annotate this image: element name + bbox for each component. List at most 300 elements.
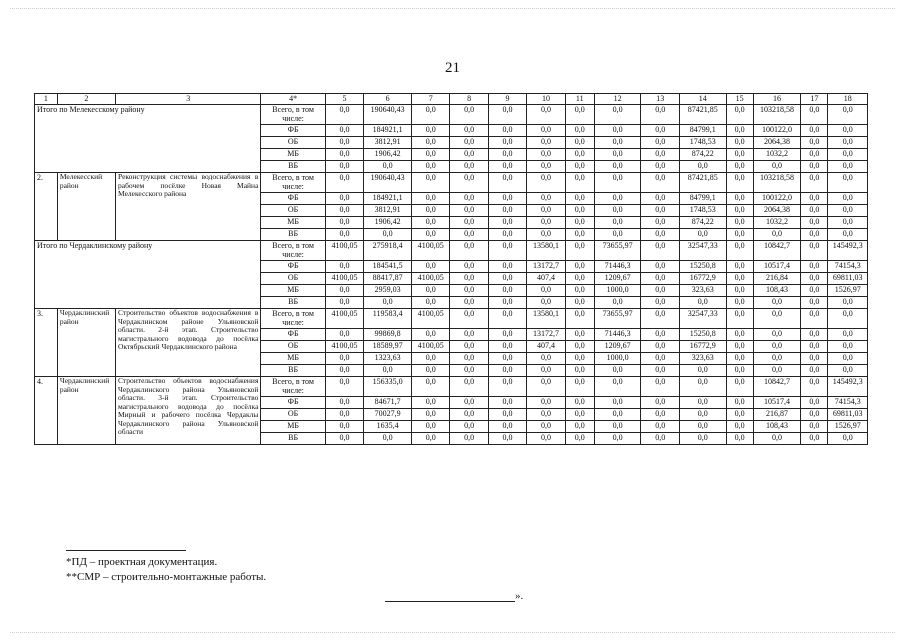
value-cell: 0,0: [325, 105, 363, 125]
value-cell: 1526,97: [828, 285, 868, 297]
value-cell: 0,0: [527, 149, 565, 161]
value-cell: 0,0: [325, 217, 363, 229]
value-cell: 0,0: [527, 421, 565, 433]
value-cell: 0,0: [641, 205, 679, 217]
value-cell: 0,0: [488, 161, 526, 173]
value-cell: 103218,58: [753, 173, 801, 193]
budget-table: [34, 93, 868, 445]
value-cell: 0,0: [641, 261, 679, 273]
item-district: Чердаклинский район: [57, 377, 115, 445]
value-cell: 0,0: [411, 329, 449, 341]
value-cell: 0,0: [828, 365, 868, 377]
column-header: 16: [753, 94, 801, 105]
value-cell: 0,0: [411, 193, 449, 205]
value-cell: 0,0: [450, 217, 488, 229]
value-cell: 0,0: [488, 433, 526, 445]
value-cell: 0,0: [594, 173, 641, 193]
closing-blank-line: [385, 601, 515, 602]
value-cell: 0,0: [488, 377, 526, 397]
value-cell: 0,0: [488, 297, 526, 309]
value-cell: 0,0: [364, 297, 412, 309]
value-cell: 0,0: [565, 173, 594, 193]
value-cell: 0,0: [828, 205, 868, 217]
total-row: [35, 105, 868, 125]
value-cell: 0,0: [801, 421, 828, 433]
value-cell: 407,4: [527, 341, 565, 353]
value-cell: 0,0: [828, 125, 868, 137]
value-cell: 0,0: [450, 365, 488, 377]
funding-source: ВБ: [261, 229, 325, 241]
value-cell: 99869,8: [364, 329, 412, 341]
value-cell: 0,0: [801, 161, 828, 173]
header-row: [35, 94, 868, 105]
value-cell: 0,0: [565, 149, 594, 161]
value-cell: 0,0: [594, 397, 641, 409]
value-cell: 2064,38: [753, 137, 801, 149]
value-cell: 0,0: [753, 329, 801, 341]
value-cell: 4100,05: [325, 241, 363, 261]
value-cell: 87421,85: [679, 173, 726, 193]
item-row: [35, 309, 868, 329]
footnote-separator: [66, 550, 186, 551]
funding-source: МБ: [261, 285, 325, 297]
value-cell: 0,0: [801, 433, 828, 445]
value-cell: 0,0: [679, 365, 726, 377]
value-cell: 4100,05: [325, 341, 363, 353]
value-cell: 0,0: [527, 161, 565, 173]
value-cell: 184921,1: [364, 193, 412, 205]
value-cell: 0,0: [726, 241, 753, 261]
value-cell: 0,0: [565, 421, 594, 433]
value-cell: 13172,7: [527, 261, 565, 273]
value-cell: 0,0: [325, 377, 363, 397]
value-cell: 0,0: [325, 229, 363, 241]
funding-source: ФБ: [261, 125, 325, 137]
value-cell: 0,0: [679, 397, 726, 409]
value-cell: 0,0: [726, 377, 753, 397]
column-header: 7: [411, 94, 449, 105]
column-header: 8: [450, 94, 488, 105]
value-cell: 0,0: [641, 229, 679, 241]
value-cell: 0,0: [726, 125, 753, 137]
value-cell: 0,0: [325, 433, 363, 445]
value-cell: 0,0: [325, 125, 363, 137]
value-cell: 0,0: [488, 149, 526, 161]
value-cell: 0,0: [450, 409, 488, 421]
value-cell: 0,0: [364, 365, 412, 377]
value-cell: 0,0: [726, 273, 753, 285]
value-cell: 2064,38: [753, 205, 801, 217]
value-cell: 0,0: [450, 161, 488, 173]
value-cell: 32547,33: [679, 309, 726, 329]
value-cell: 0,0: [828, 341, 868, 353]
value-cell: 84799,1: [679, 193, 726, 205]
value-cell: 0,0: [527, 433, 565, 445]
value-cell: 0,0: [411, 173, 449, 193]
value-cell: 0,0: [325, 353, 363, 365]
value-cell: 0,0: [641, 105, 679, 125]
value-cell: 0,0: [726, 433, 753, 445]
value-cell: 0,0: [594, 409, 641, 421]
value-cell: 0,0: [488, 105, 526, 125]
value-cell: 0,0: [488, 285, 526, 297]
value-cell: 0,0: [641, 397, 679, 409]
value-cell: 1032,2: [753, 217, 801, 229]
value-cell: 0,0: [753, 161, 801, 173]
value-cell: 0,0: [364, 229, 412, 241]
item-district: Чердаклинский район: [57, 309, 115, 377]
value-cell: 0,0: [325, 285, 363, 297]
value-cell: 1635,4: [364, 421, 412, 433]
value-cell: 119583,4: [364, 309, 412, 329]
value-cell: 0,0: [726, 105, 753, 125]
funding-source: МБ: [261, 217, 325, 229]
funding-source: Всего, в том числе:: [261, 173, 325, 193]
value-cell: 1906,42: [364, 217, 412, 229]
value-cell: 0,0: [828, 353, 868, 365]
value-cell: 0,0: [565, 329, 594, 341]
value-cell: 0,0: [801, 365, 828, 377]
value-cell: 0,0: [411, 409, 449, 421]
value-cell: 0,0: [411, 353, 449, 365]
value-cell: 0,0: [641, 217, 679, 229]
value-cell: 184921,1: [364, 125, 412, 137]
value-cell: 1323,63: [364, 353, 412, 365]
value-cell: 145492,3: [828, 377, 868, 397]
value-cell: 0,0: [527, 137, 565, 149]
value-cell: 0,0: [828, 161, 868, 173]
value-cell: 184541,5: [364, 261, 412, 273]
value-cell: 0,0: [753, 341, 801, 353]
column-header: 5: [325, 94, 363, 105]
value-cell: 15250,8: [679, 261, 726, 273]
value-cell: 0,0: [641, 173, 679, 193]
column-header: 2: [57, 94, 115, 105]
value-cell: 0,0: [488, 137, 526, 149]
value-cell: 0,0: [641, 273, 679, 285]
value-cell: 0,0: [594, 149, 641, 161]
value-cell: 0,0: [527, 229, 565, 241]
value-cell: 0,0: [594, 365, 641, 377]
value-cell: 15250,8: [679, 329, 726, 341]
value-cell: 0,0: [488, 193, 526, 205]
funding-source: ФБ: [261, 397, 325, 409]
value-cell: 0,0: [801, 125, 828, 137]
value-cell: 0,0: [364, 161, 412, 173]
value-cell: 145492,3: [828, 241, 868, 261]
value-cell: 0,0: [594, 193, 641, 205]
value-cell: 0,0: [641, 125, 679, 137]
value-cell: 0,0: [488, 397, 526, 409]
value-cell: 0,0: [565, 365, 594, 377]
value-cell: 0,0: [450, 433, 488, 445]
budget-table-body: [35, 94, 868, 445]
value-cell: 0,0: [325, 161, 363, 173]
value-cell: 0,0: [411, 205, 449, 217]
funding-source: ФБ: [261, 329, 325, 341]
value-cell: 69811,03: [828, 409, 868, 421]
value-cell: 0,0: [450, 297, 488, 309]
value-cell: 0,0: [565, 137, 594, 149]
value-cell: 0,0: [594, 125, 641, 137]
value-cell: 4100,05: [325, 309, 363, 329]
value-cell: 100122,0: [753, 193, 801, 205]
value-cell: 0,0: [565, 205, 594, 217]
value-cell: 0,0: [325, 137, 363, 149]
value-cell: 0,0: [726, 309, 753, 329]
value-cell: 0,0: [450, 205, 488, 217]
value-cell: 0,0: [527, 377, 565, 397]
value-cell: 0,0: [679, 161, 726, 173]
value-cell: 0,0: [641, 297, 679, 309]
value-cell: 0,0: [641, 193, 679, 205]
value-cell: 0,0: [411, 149, 449, 161]
value-cell: 0,0: [828, 229, 868, 241]
value-cell: 13580,1: [527, 241, 565, 261]
value-cell: 0,0: [527, 125, 565, 137]
value-cell: 84671,7: [364, 397, 412, 409]
value-cell: 0,0: [828, 173, 868, 193]
value-cell: 0,0: [594, 229, 641, 241]
value-cell: 0,0: [801, 217, 828, 229]
value-cell: 0,0: [411, 105, 449, 125]
value-cell: 0,0: [488, 205, 526, 217]
value-cell: 0,0: [753, 229, 801, 241]
column-header: 17: [801, 94, 828, 105]
value-cell: 74154,3: [828, 261, 868, 273]
value-cell: 0,0: [527, 193, 565, 205]
value-cell: 0,0: [527, 409, 565, 421]
value-cell: 0,0: [726, 297, 753, 309]
value-cell: 0,0: [565, 309, 594, 329]
value-cell: 0,0: [641, 149, 679, 161]
value-cell: 0,0: [565, 409, 594, 421]
value-cell: 0,0: [565, 433, 594, 445]
column-header: 12: [594, 94, 641, 105]
value-cell: 0,0: [828, 433, 868, 445]
value-cell: 0,0: [565, 377, 594, 397]
total-row: [35, 241, 868, 261]
value-cell: 0,0: [641, 353, 679, 365]
value-cell: 0,0: [828, 149, 868, 161]
funding-source: ОБ: [261, 205, 325, 217]
value-cell: 1000,0: [594, 285, 641, 297]
value-cell: 0,0: [726, 261, 753, 273]
value-cell: 0,0: [594, 105, 641, 125]
value-cell: 190640,43: [364, 105, 412, 125]
value-cell: 0,0: [325, 205, 363, 217]
value-cell: 0,0: [450, 377, 488, 397]
value-cell: 0,0: [726, 353, 753, 365]
value-cell: 0,0: [801, 329, 828, 341]
value-cell: 0,0: [411, 261, 449, 273]
value-cell: 0,0: [411, 377, 449, 397]
value-cell: 16772,9: [679, 273, 726, 285]
value-cell: 0,0: [450, 173, 488, 193]
value-cell: 0,0: [641, 341, 679, 353]
column-header: 4*: [261, 94, 325, 105]
value-cell: 0,0: [325, 193, 363, 205]
value-cell: 71446,3: [594, 329, 641, 341]
value-cell: 0,0: [801, 137, 828, 149]
item-project: Строительство объектов водоснабжения в Чердаклинском районе Ульяновской области. 2-й этап. Строительство магистрального водовода до посёлка Октябрьский Чердаклинского района: [116, 309, 261, 377]
column-header: 13: [641, 94, 679, 105]
value-cell: 0,0: [450, 137, 488, 149]
value-cell: 0,0: [641, 365, 679, 377]
value-cell: 190640,43: [364, 173, 412, 193]
value-cell: 0,0: [488, 217, 526, 229]
column-header: 18: [828, 94, 868, 105]
funding-source: ВБ: [261, 365, 325, 377]
value-cell: 2959,03: [364, 285, 412, 297]
value-cell: 0,0: [679, 297, 726, 309]
value-cell: 0,0: [488, 273, 526, 285]
value-cell: 0,0: [641, 137, 679, 149]
value-cell: 103218,58: [753, 105, 801, 125]
value-cell: 0,0: [450, 193, 488, 205]
value-cell: 0,0: [411, 229, 449, 241]
value-cell: 0,0: [565, 285, 594, 297]
value-cell: 0,0: [411, 421, 449, 433]
value-cell: 0,0: [801, 173, 828, 193]
value-cell: 1748,53: [679, 137, 726, 149]
value-cell: 0,0: [641, 241, 679, 261]
funding-source: ОБ: [261, 273, 325, 285]
value-cell: 0,0: [488, 173, 526, 193]
value-cell: 323,63: [679, 353, 726, 365]
value-cell: 0,0: [828, 193, 868, 205]
value-cell: 0,0: [828, 309, 868, 329]
value-cell: 0,0: [726, 137, 753, 149]
value-cell: 0,0: [594, 161, 641, 173]
value-cell: 0,0: [801, 261, 828, 273]
value-cell: 0,0: [801, 241, 828, 261]
value-cell: 0,0: [527, 365, 565, 377]
value-cell: 0,0: [726, 173, 753, 193]
value-cell: 0,0: [565, 273, 594, 285]
value-cell: 4100,05: [411, 241, 449, 261]
value-cell: 1209,67: [594, 341, 641, 353]
value-cell: 0,0: [488, 261, 526, 273]
value-cell: 216,84: [753, 273, 801, 285]
value-cell: 0,0: [450, 229, 488, 241]
value-cell: 0,0: [828, 297, 868, 309]
item-index: 3.: [35, 309, 58, 377]
value-cell: 3812,91: [364, 205, 412, 217]
value-cell: 0,0: [488, 241, 526, 261]
value-cell: 108,43: [753, 285, 801, 297]
value-cell: 0,0: [641, 329, 679, 341]
funding-source: Всего, в том числе:: [261, 377, 325, 397]
column-header: 11: [565, 94, 594, 105]
funding-source: Всего, в том числе:: [261, 241, 325, 261]
item-row: [35, 173, 868, 193]
value-cell: 0,0: [411, 433, 449, 445]
value-cell: 10517,4: [753, 261, 801, 273]
value-cell: 0,0: [726, 329, 753, 341]
value-cell: 0,0: [801, 377, 828, 397]
value-cell: 0,0: [801, 297, 828, 309]
value-cell: 0,0: [679, 433, 726, 445]
funding-source: ОБ: [261, 409, 325, 421]
value-cell: 84799,1: [679, 125, 726, 137]
item-index: 4.: [35, 377, 58, 445]
funding-source: МБ: [261, 353, 325, 365]
value-cell: 0,0: [325, 421, 363, 433]
value-cell: 0,0: [527, 297, 565, 309]
value-cell: 0,0: [450, 421, 488, 433]
value-cell: 0,0: [801, 273, 828, 285]
value-cell: 0,0: [753, 309, 801, 329]
value-cell: 73655,97: [594, 241, 641, 261]
value-cell: 0,0: [488, 309, 526, 329]
value-cell: 0,0: [450, 273, 488, 285]
value-cell: 0,0: [641, 161, 679, 173]
item-district: Мелекесский район: [57, 173, 115, 241]
value-cell: 0,0: [801, 397, 828, 409]
value-cell: 0,0: [801, 205, 828, 217]
value-cell: 0,0: [488, 353, 526, 365]
value-cell: 0,0: [565, 297, 594, 309]
value-cell: 0,0: [411, 397, 449, 409]
value-cell: 0,0: [488, 365, 526, 377]
value-cell: 87421,85: [679, 105, 726, 125]
value-cell: 0,0: [325, 261, 363, 273]
value-cell: 71446,3: [594, 261, 641, 273]
value-cell: 0,0: [565, 261, 594, 273]
value-cell: 0,0: [679, 377, 726, 397]
column-header: 10: [527, 94, 565, 105]
value-cell: 0,0: [565, 161, 594, 173]
value-cell: 100122,0: [753, 125, 801, 137]
funding-source: ОБ: [261, 341, 325, 353]
value-cell: 0,0: [726, 161, 753, 173]
value-cell: 0,0: [726, 365, 753, 377]
value-cell: 0,0: [801, 105, 828, 125]
value-cell: 0,0: [450, 397, 488, 409]
funding-source: ФБ: [261, 261, 325, 273]
funding-source: ВБ: [261, 161, 325, 173]
value-cell: 0,0: [726, 421, 753, 433]
value-cell: 0,0: [594, 433, 641, 445]
value-cell: 0,0: [565, 397, 594, 409]
column-header: 3: [116, 94, 261, 105]
value-cell: 108,43: [753, 421, 801, 433]
value-cell: 0,0: [450, 241, 488, 261]
value-cell: 0,0: [828, 217, 868, 229]
footnote-smr: **СМР – строительно-монтажные работы.: [66, 571, 267, 583]
column-header: 1: [35, 94, 58, 105]
budget-table-container: [34, 93, 868, 445]
value-cell: 70027,9: [364, 409, 412, 421]
value-cell: 10842,7: [753, 377, 801, 397]
value-cell: 10517,4: [753, 397, 801, 409]
value-cell: 323,63: [679, 285, 726, 297]
value-cell: 0,0: [801, 341, 828, 353]
value-cell: 0,0: [325, 149, 363, 161]
value-cell: 0,0: [450, 285, 488, 297]
value-cell: 0,0: [679, 421, 726, 433]
value-cell: 0,0: [641, 377, 679, 397]
value-cell: 32547,33: [679, 241, 726, 261]
value-cell: 874,22: [679, 217, 726, 229]
value-cell: 13172,7: [527, 329, 565, 341]
value-cell: 69811,03: [828, 273, 868, 285]
value-cell: 4100,05: [325, 273, 363, 285]
value-cell: 0,0: [527, 217, 565, 229]
value-cell: 0,0: [527, 353, 565, 365]
value-cell: 1748,53: [679, 205, 726, 217]
